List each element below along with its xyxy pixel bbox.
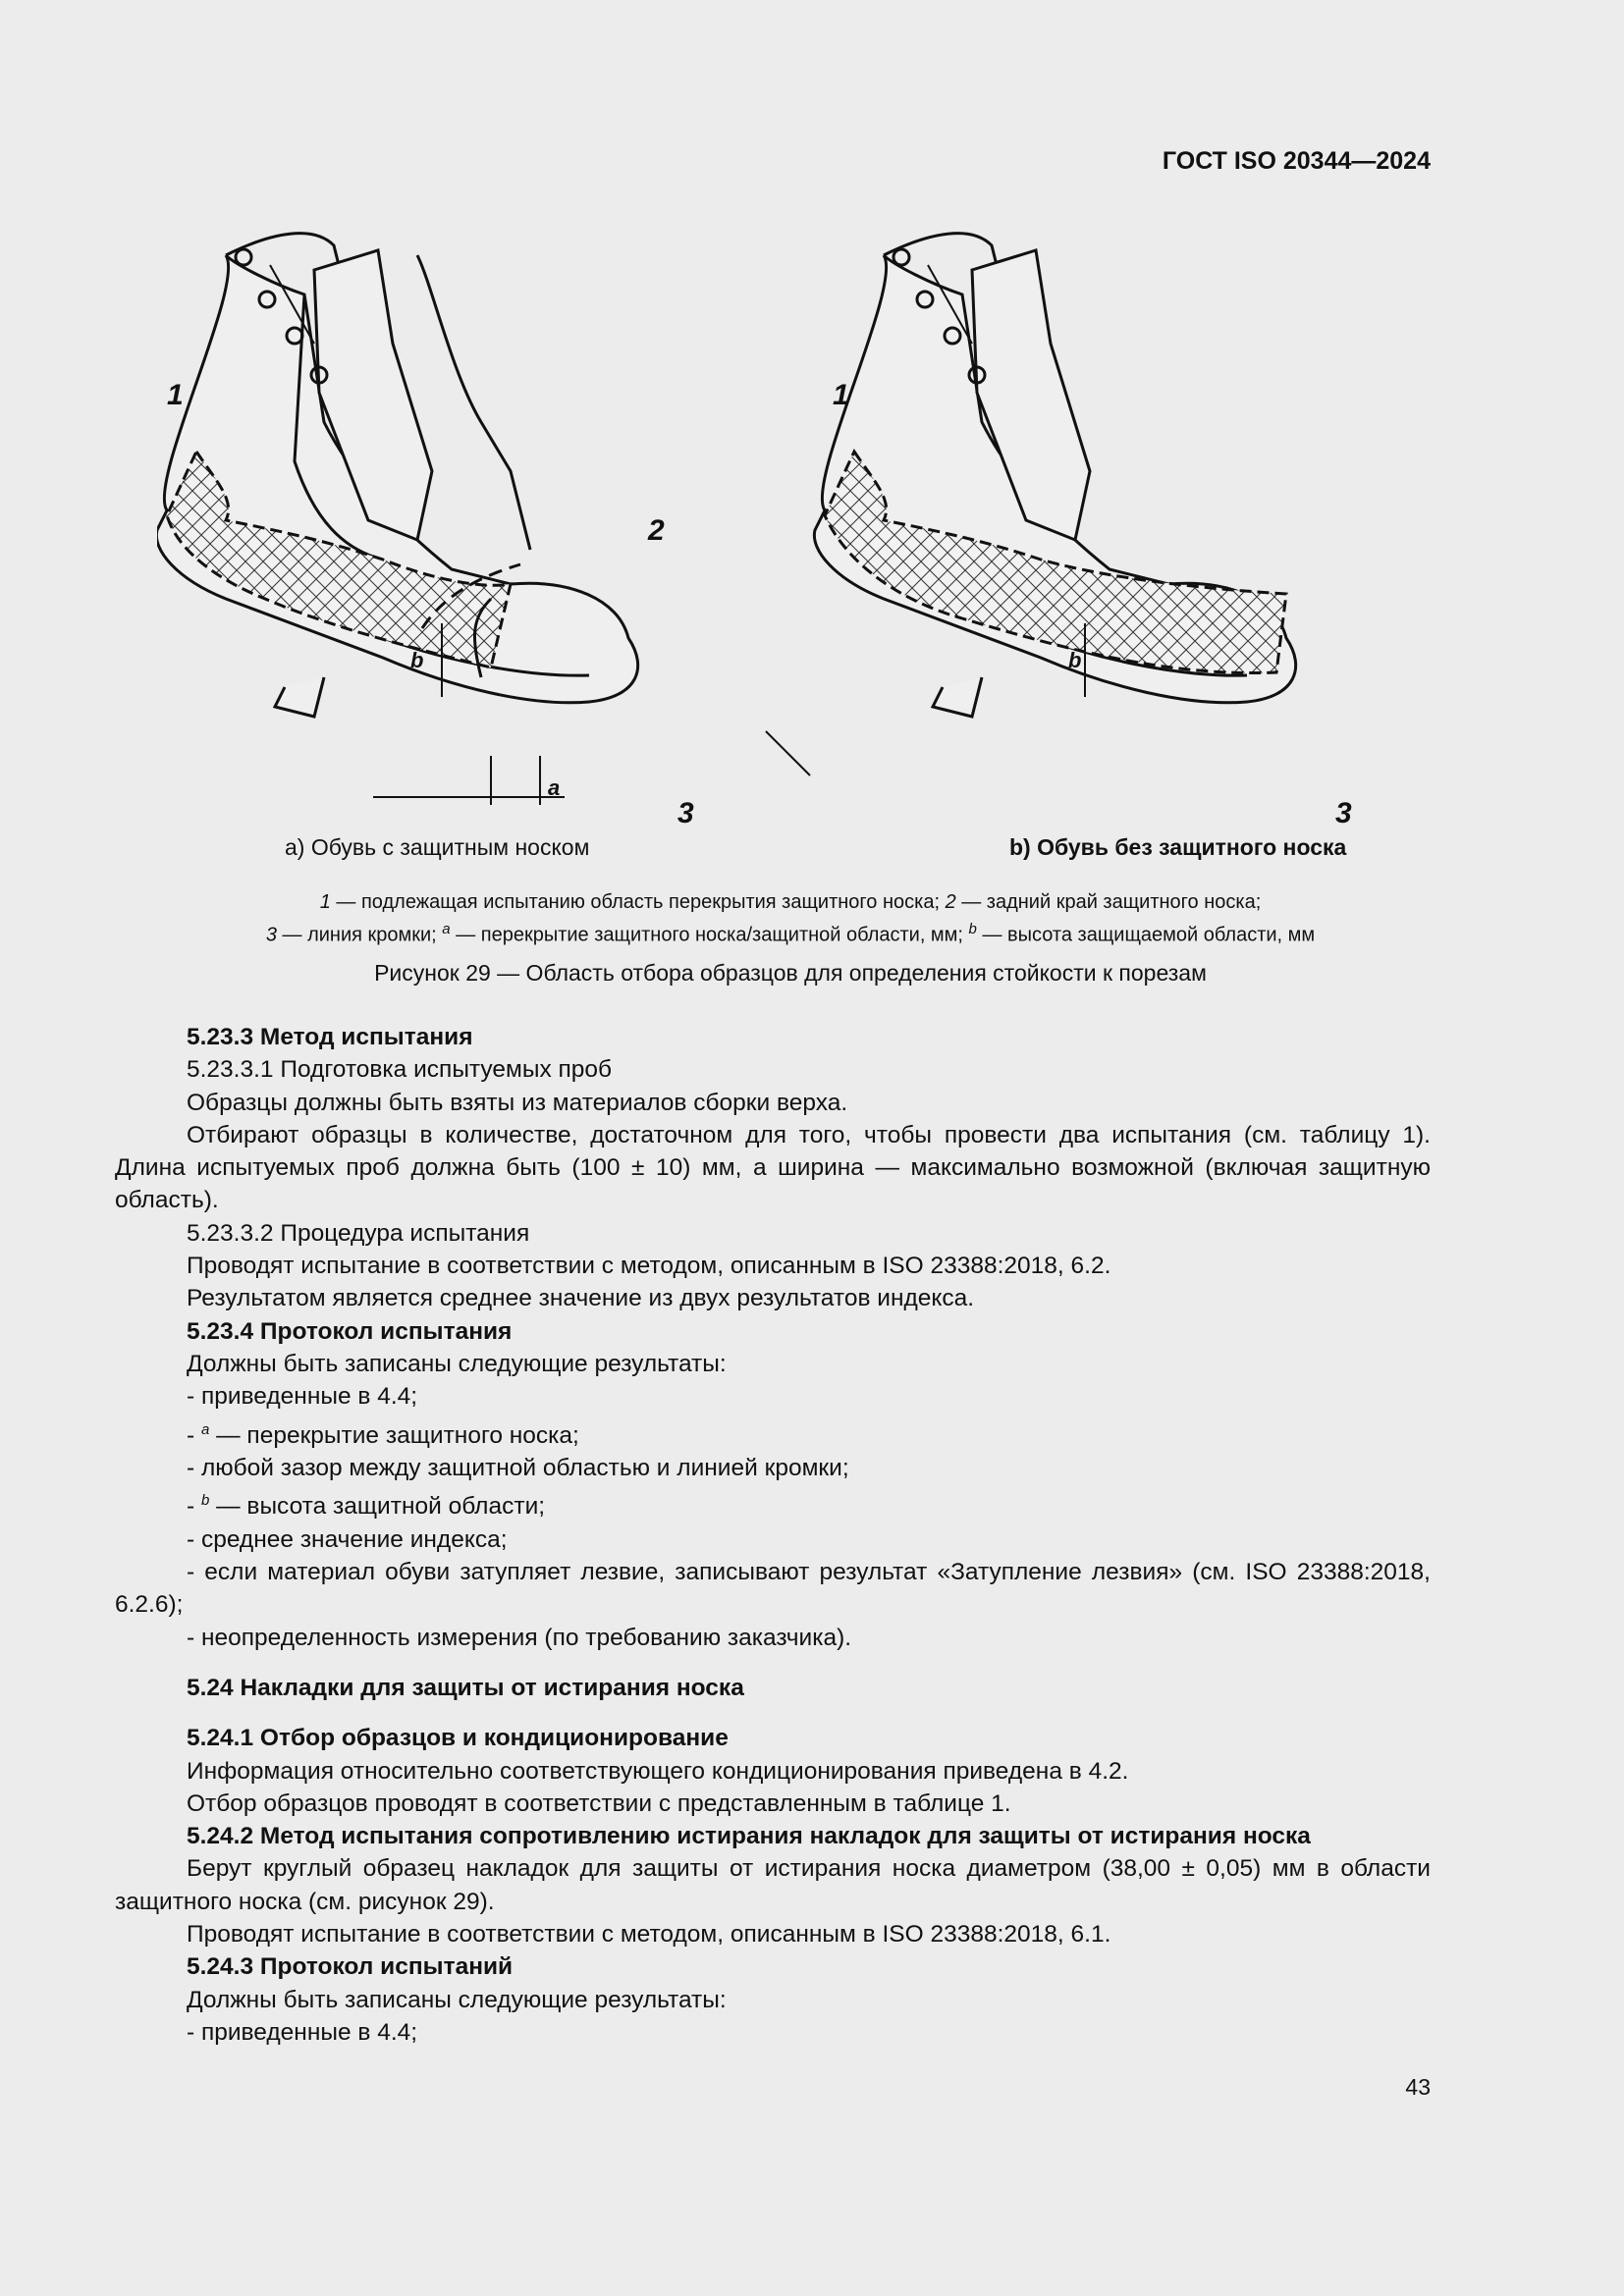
dim-b-b: b [1068, 648, 1082, 672]
figure-caption-b: b) Обувь без защитного носка [1009, 834, 1347, 860]
heading-5-23-4: 5.23.4 Протокол испытания [187, 1317, 513, 1345]
paragraph: Должны быть записаны следующие результаты: [187, 1986, 727, 2013]
callout-1-b: 1 [833, 379, 849, 411]
callout-1-a: 1 [167, 379, 184, 411]
heading-5-24-3: 5.24.3 Протокол испытаний [187, 1953, 514, 1981]
legend-line-2: 3 — линия кромки; $^a$ — перекрытие защитного носка/защитной области, мм; $^b$ — высота защищаемой области, мм [265, 921, 1316, 946]
heading-5-24-2: 5.24.2 Метод испытания сопротивлению истирания накладок для защиты от истирания носка [187, 1823, 1311, 1850]
callout-3-b: 3 [1335, 797, 1352, 829]
paragraph: Берут круглый образец накладок для защиты от истирания носка диаметром (38,00 ± 0,05) мм в области защитного носка (см. рисунок 29). [115, 1855, 1431, 1915]
list-item: - приведенные в 4.4; [187, 1383, 418, 1411]
list-item: - если материал обуви затупляет лезвие, записывают результат «Затупление лезвия» (см. ISO 23388:2018, 6.2.6); [115, 1559, 1431, 1619]
dim-a: a [548, 775, 561, 800]
list-item: - среднее значение индекса; [187, 1525, 508, 1553]
paragraph: Отбирают образцы в количестве, достаточном для того, чтобы провести два испытания (см. таблицу 1). Длина испытуемых проб должна быть (100 ± 10) мм, а ширина — максимально возможной (включая защитную область). [115, 1121, 1431, 1214]
dim-b-a: b [410, 648, 424, 672]
paragraph: 5.23.3.1 Подготовка испытуемых проб [187, 1056, 613, 1084]
page-number: 43 [1405, 2074, 1431, 2100]
paragraph: Проводят испытание в соответствии с методом, описанным в ISO 23388:2018, 6.1. [187, 1921, 1111, 1949]
callout-2: 2 [648, 514, 665, 547]
list-item: - $^b$ — высота защитной области; [187, 1492, 546, 1521]
heading-5-24: 5.24 Накладки для защиты от истирания носка [187, 1674, 744, 1701]
boot-figure [157, 226, 1424, 854]
paragraph: Информация относительно соответствующего кондиционирования приведена в 4.2. [187, 1757, 1129, 1785]
paragraph: 5.23.3.2 Процедура испытания [187, 1219, 530, 1247]
list-item: - любой зазор между защитной областью и линией кромки; [187, 1455, 849, 1482]
paragraph: Проводят испытание в соответствии с методом, описанным в ISO 23388:2018, 6.2. [187, 1253, 1111, 1280]
list-item: - $^a$ — перекрытие защитного носка; [187, 1420, 579, 1449]
body-text [115, 1021, 1431, 2049]
list-item: - приведенные в 4.4; [187, 2018, 418, 2046]
heading-5-24-1: 5.24.1 Отбор образцов и кондиционирование [187, 1725, 729, 1752]
standard-header: ГОСТ ISO 20344—2024 [1162, 147, 1431, 175]
list-item: - неопределенность измерения (по требованию заказчика). [187, 1624, 852, 1651]
paragraph: Отбор образцов проводят в соответствии с представленным в таблице 1. [187, 1789, 1011, 1817]
paragraph: Образцы должны быть взяты из материалов сборки верха. [187, 1089, 848, 1116]
paragraph: Результатом является среднее значение из двух результатов индекса. [187, 1285, 975, 1312]
figure-title: Рисунок 29 — Область отбора образцов для определения стойкости к порезам [374, 960, 1207, 986]
heading-5-23-3: 5.23.3 Метод испытания [187, 1024, 473, 1050]
paragraph: Должны быть записаны следующие результаты: [187, 1350, 727, 1377]
callout-3-a: 3 [677, 797, 694, 829]
figure-legend [147, 888, 1434, 949]
legend-line-1: 1 — подлежащая испытанию область перекрытия защитного носка; 2 — задний край защитного носка; [319, 891, 1262, 913]
figure-caption-a: а) Обувь с защитным носком [285, 834, 590, 860]
boot-a-drawing [157, 234, 638, 717]
boot-b-drawing [814, 234, 1295, 717]
